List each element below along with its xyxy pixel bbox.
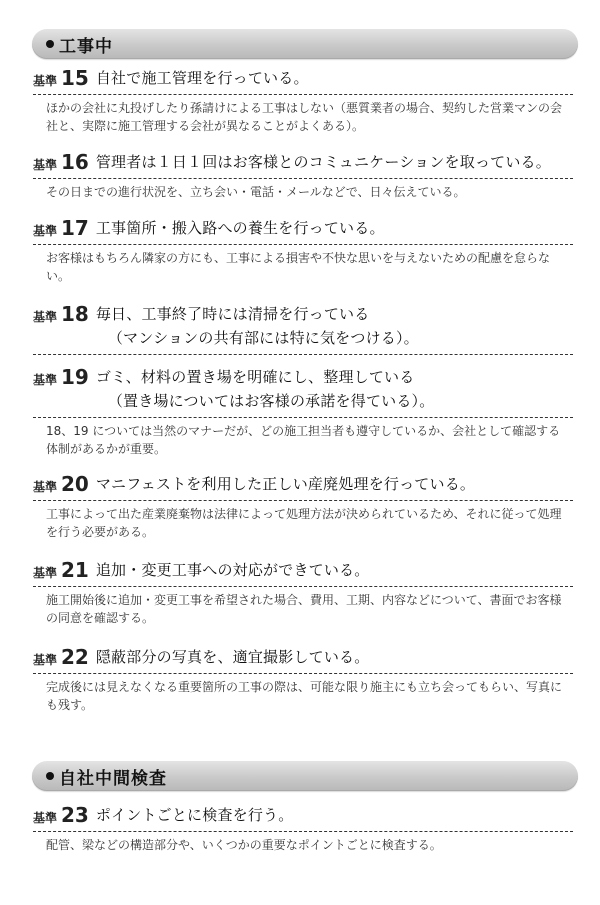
dashed-divider <box>33 94 573 95</box>
standard-number: 19 <box>61 365 89 389</box>
standard-17 <box>33 216 573 285</box>
standard-label: 基準 <box>33 310 58 324</box>
standard-title <box>96 302 419 350</box>
standard-label: 基準 <box>33 566 58 580</box>
bullet-icon <box>46 772 54 780</box>
standard-label: 基準 <box>33 74 58 88</box>
standard-number: 17 <box>61 216 89 240</box>
standard-number: 22 <box>61 645 89 669</box>
bullet-icon <box>46 40 54 48</box>
title-line-1: ゴミ、材料の置き場を明確にし、整理している <box>95 368 415 386</box>
section-header-construction <box>32 29 578 59</box>
title-line-1: 毎日、工事終了時には清掃を行っている <box>95 305 370 323</box>
standard-description: 完成後には見えなくなる重要箇所の工事の際は、可能な限り施主にも立ち会ってもらい、写真にも残す。 <box>46 680 563 712</box>
standard-title: ポイントごとに検査を行う。 <box>95 806 294 824</box>
standard-number: 18 <box>61 302 89 326</box>
standard-label: 基準 <box>33 373 58 387</box>
standard-description: ほかの会社に丸投げしたり孫請けによる工事はしない（悪質業者の場合、契約した営業マンの会社と、実際に施工管理する会社が異なることがよくある）。 <box>46 101 563 133</box>
standard-22 <box>33 645 573 714</box>
standard-number: 15 <box>61 66 89 90</box>
standard-number: 21 <box>61 558 89 582</box>
section-title: 工事中 <box>59 36 113 57</box>
standard-description: 配管、梁などの構造部分や、いくつかの重要なポイントごとに検査する。 <box>46 838 442 852</box>
dashed-divider <box>33 417 573 418</box>
standard-label: 基準 <box>33 480 58 494</box>
standard-number: 16 <box>61 150 89 174</box>
title-line-2: （置き場についてはお客様の承諾を得ている）。 <box>107 392 435 410</box>
standard-title: 隠蔽部分の写真を、適宜撮影している。 <box>95 648 370 666</box>
standard-description: 工事によって出た産業廃棄物は法律によって処理方法が決められているため、それに従って処理を行う必要がある。 <box>46 507 562 539</box>
dashed-divider <box>33 673 573 674</box>
standard-15 <box>33 66 573 135</box>
standard-description: その日までの進行状況を、立ち会い・電話・メールなどで、日々伝えている。 <box>46 185 466 199</box>
standard-title: マニフェストを利用した正しい産廃処理を行っている。 <box>95 475 476 493</box>
standard-title <box>96 365 435 413</box>
section-header-inspection <box>32 761 578 791</box>
standard-20 <box>33 472 573 541</box>
standard-label: 基準 <box>33 653 58 667</box>
standard-description: お客様はもちろん隣家の方にも、工事による損害や不快な思いを与えないための配慮を怠らない。 <box>46 251 551 283</box>
section-title: 自社中間検査 <box>59 768 167 789</box>
standard-title: 管理者は１日１回はお客様とのコミュニケーションを取っている。 <box>95 153 551 171</box>
standard-label: 基準 <box>33 158 58 172</box>
dashed-divider <box>33 244 573 245</box>
standard-number: 23 <box>61 803 89 827</box>
dashed-divider <box>33 586 573 587</box>
standard-label: 基準 <box>33 224 58 238</box>
standard-16 <box>33 150 573 201</box>
standard-title: 追加・変更工事への対応ができている。 <box>95 561 370 579</box>
standard-title: 自社で施工管理を行っている。 <box>95 69 309 87</box>
standard-18 <box>33 302 573 355</box>
title-line-2: （マンションの共有部には特に気をつける）。 <box>107 329 419 347</box>
standard-title: 工事箇所・搬入路への養生を行っている。 <box>95 219 385 237</box>
dashed-divider <box>33 354 573 355</box>
standard-23 <box>33 803 573 854</box>
standard-description: 18、19 については当然のマナーだが、どの施工担当者も遵守しているか、会社として確認する体制があるかが重要。 <box>46 424 561 456</box>
dashed-divider <box>33 500 573 501</box>
standard-number: 20 <box>61 472 89 496</box>
standard-21 <box>33 558 573 627</box>
dashed-divider <box>33 178 573 179</box>
dashed-divider <box>33 831 573 832</box>
standard-description: 施工開始後に追加・変更工事を希望された場合、費用、工期、内容などについて、書面でお客様の同意を確認する。 <box>46 593 562 625</box>
standard-label: 基準 <box>33 811 58 825</box>
standard-19 <box>33 365 573 458</box>
